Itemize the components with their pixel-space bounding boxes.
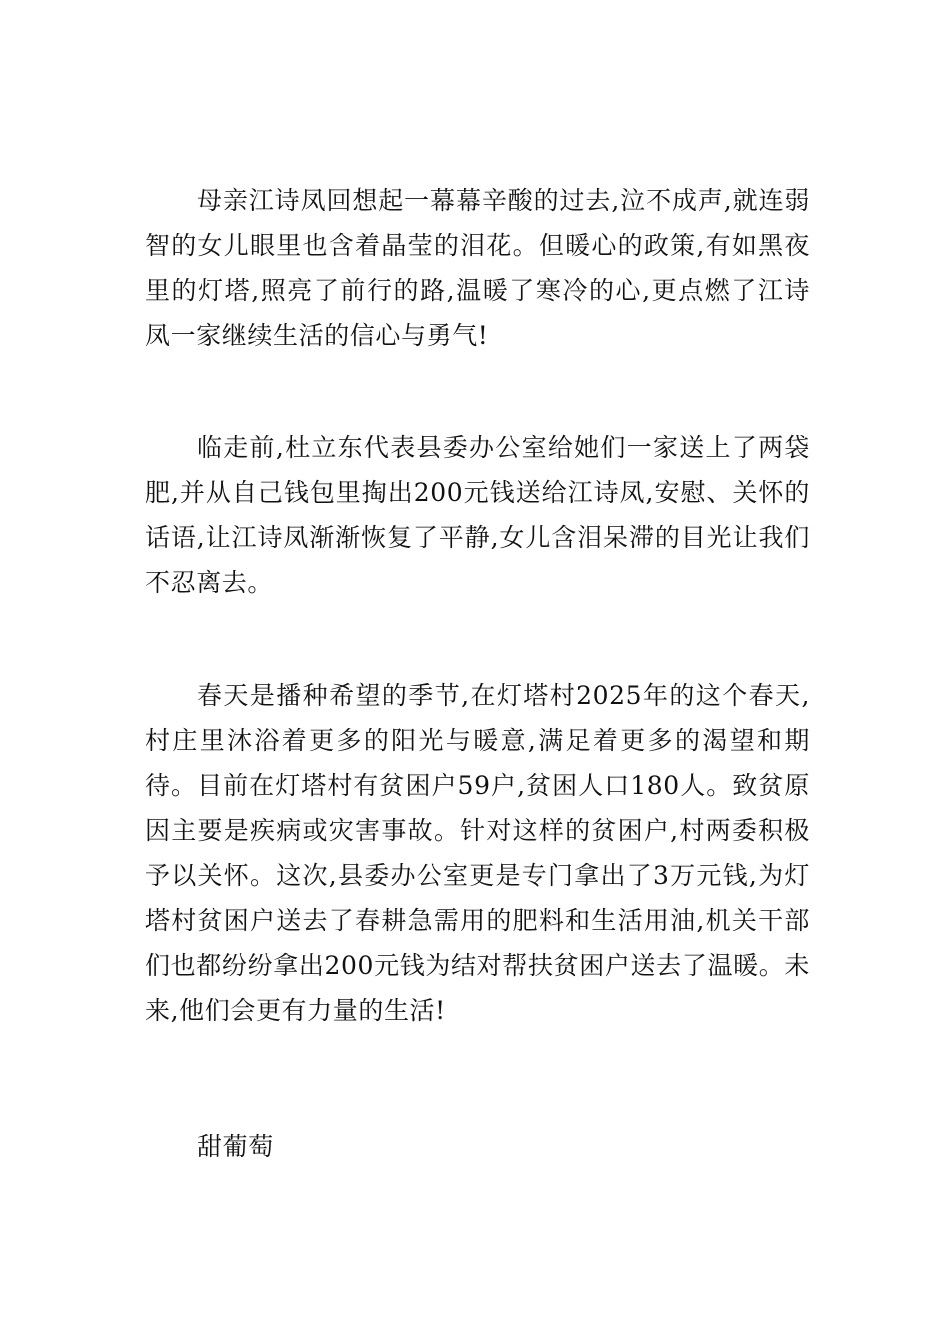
paragraph-mother-recollection: 母亲江诗凤回想起一幕幕辛酸的过去,泣不成声,就连弱智的女儿眼里也含着晶莹的泪花。但暖心的政策,有如黑夜里的灯塔,照亮了前行的路,温暖了寒冷的心,更点燃了江诗凤一家继续生活的信心与勇气!: [145, 186, 810, 350]
author-signature: 甜葡萄: [197, 1132, 274, 1161]
paragraph-before-leaving: 临走前,杜立东代表县委办公室给她们一家送上了两袋肥,并从自己钱包里掏出200元钱送给江诗凤,安慰、关怀的话语,让江诗凤渐渐恢复了平静,女儿含泪呆滞的目光让我们不忍离去。: [145, 433, 810, 597]
paragraph-spring-hope: 春天是播种希望的季节,在灯塔村2025年的这个春天,村庄里沐浴着更多的阳光与暖意,满足着更多的渴望和期待。目前在灯塔村有贫困户59户,贫困人口180人。致贫原因主要是疾病或灾害事故。针对这样的贫困户,村两委积极予以关怀。这次,县委办公室更是专门拿出了3万元钱,为灯塔村贫困户送去了春耕急需用的肥料和生活用油,机关干部们也都纷纷拿出200元钱为结对帮扶贫困户送去了温暖。未来,他们会更有力量的生活!: [145, 681, 810, 1025]
